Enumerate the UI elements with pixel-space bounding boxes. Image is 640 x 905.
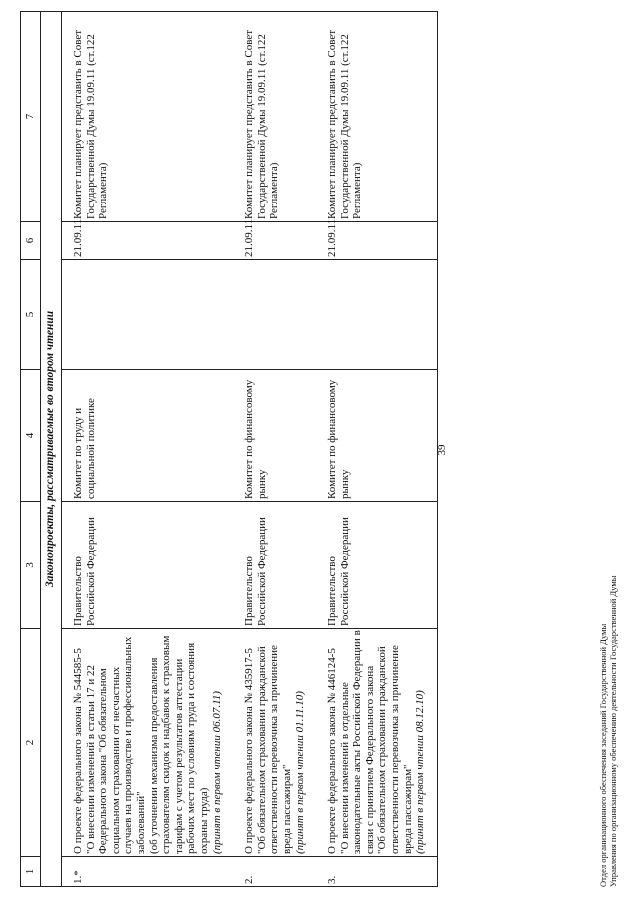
column-header: 4 (21, 370, 41, 502)
bill-title-line: О проекте федерального закона № 435917-5 (243, 648, 256, 854)
column-header: 2 (21, 629, 41, 857)
column-5-cell (316, 260, 437, 370)
bill-title-line: "Об обязательном страховании гражданской (376, 646, 389, 854)
column-header: 1 (21, 857, 41, 887)
bill-title-line: ответственности перевозчика за причинение (268, 645, 281, 854)
bill-title-line: О проекте федерального закона № 446124-5 (326, 648, 339, 854)
table-row (62, 12, 234, 887)
bill-title-line: охраны труда) (197, 787, 210, 854)
responsible-committee: Комитет по труду и социальной политике (62, 370, 234, 502)
consideration-date: 21.09.11 (62, 222, 234, 260)
footer-line: Управления по организационному обеспечению деятельности Государственной Думы (608, 575, 618, 887)
bill-title-line: случаев на производстве и профессиональных (122, 636, 135, 854)
section-header-row (41, 12, 62, 887)
committee-note: Комитет планирует представить в Совет Государственной Думы 19.09.11 (ст.122 Регламента) (233, 12, 316, 222)
bill-title-line: страхователям скидок и надбавок к страховым (160, 635, 173, 854)
column-header-row (21, 12, 41, 887)
column-5-cell (62, 260, 234, 370)
consideration-date: 21.09.11 (316, 222, 437, 260)
bill-author: Правительство Российской Федерации (233, 502, 316, 629)
responsible-committee: Комитет по финансовому рынку (233, 370, 316, 502)
bill-title-line: О проекте федерального закона № 544585-5 (72, 648, 84, 854)
bill-title-line: ответственности перевозчика за причинение (389, 645, 402, 854)
table-row (233, 12, 316, 887)
bill-title (62, 629, 234, 857)
first-reading-note: (принят в первом чтении 08.12.10) (414, 690, 427, 854)
bill-title-line: законодательные акты Российской Федерации в (351, 630, 364, 854)
first-reading-note: (принят в первом чтении 06.07.11) (210, 691, 223, 854)
bill-title-line: социальном страховании от несчастных (109, 666, 122, 854)
responsible-committee: Комитет по финансовому рынку (316, 370, 437, 502)
row-number: 1.* (62, 857, 234, 887)
first-reading-note: (принят в первом чтении 01.11.10) (293, 691, 306, 854)
row-number: 2. (233, 857, 316, 887)
table-row (316, 12, 437, 887)
page-footer (598, 576, 618, 887)
row-number: 3. (316, 857, 437, 887)
committee-note: Комитет планирует представить в Совет Государственной Думы 19.09.11 (ст.122 Регламента) (62, 12, 234, 222)
bill-title (233, 629, 316, 857)
agenda-table (20, 11, 438, 887)
bill-title-line: тарифам с учетом результатов аттестации (172, 658, 185, 854)
column-5-cell (233, 260, 316, 370)
bill-title-line: Федерального закона "Об обязательном (97, 668, 110, 854)
page-number: 39 (436, 444, 448, 456)
bill-author: Правительство Российской Федерации (62, 502, 234, 629)
column-header: 6 (21, 222, 41, 260)
column-header: 3 (21, 502, 41, 629)
footer-line: Отдел организационного обеспечения заседаний Государственной Думы (598, 623, 608, 887)
bill-title-line: рабочих мест по условиям труда и состояния (185, 642, 198, 854)
bill-title-line: (об уточнении механизма предоставления (147, 657, 160, 854)
column-header: 7 (21, 12, 41, 222)
bill-title (316, 629, 437, 857)
bill-title-line: "О внесении изменений в статьи 17 и 22 (84, 664, 97, 854)
bill-title-line: заболеваний" (134, 791, 147, 854)
section-title: Законопроекты, рассматриваемые во втором чтении (41, 12, 62, 887)
consideration-date: 21.09.11 (233, 222, 316, 260)
bill-title-line: "Об обязательном страховании гражданской (255, 646, 268, 854)
bill-title-line: вреда пассажирам" (401, 764, 414, 854)
bill-title-line: связи с принятием Федерального закона (363, 665, 376, 854)
bill-title-line: "О внесении изменений в отдельные (338, 682, 351, 854)
bill-title-line: вреда пассажирам" (280, 764, 293, 854)
bill-author: Правительство Российской Федерации (316, 502, 437, 629)
committee-note: Комитет планирует представить в Совет Государственной Думы 19.09.11 (ст.122 Регламента) (316, 12, 437, 222)
column-header: 5 (21, 260, 41, 370)
